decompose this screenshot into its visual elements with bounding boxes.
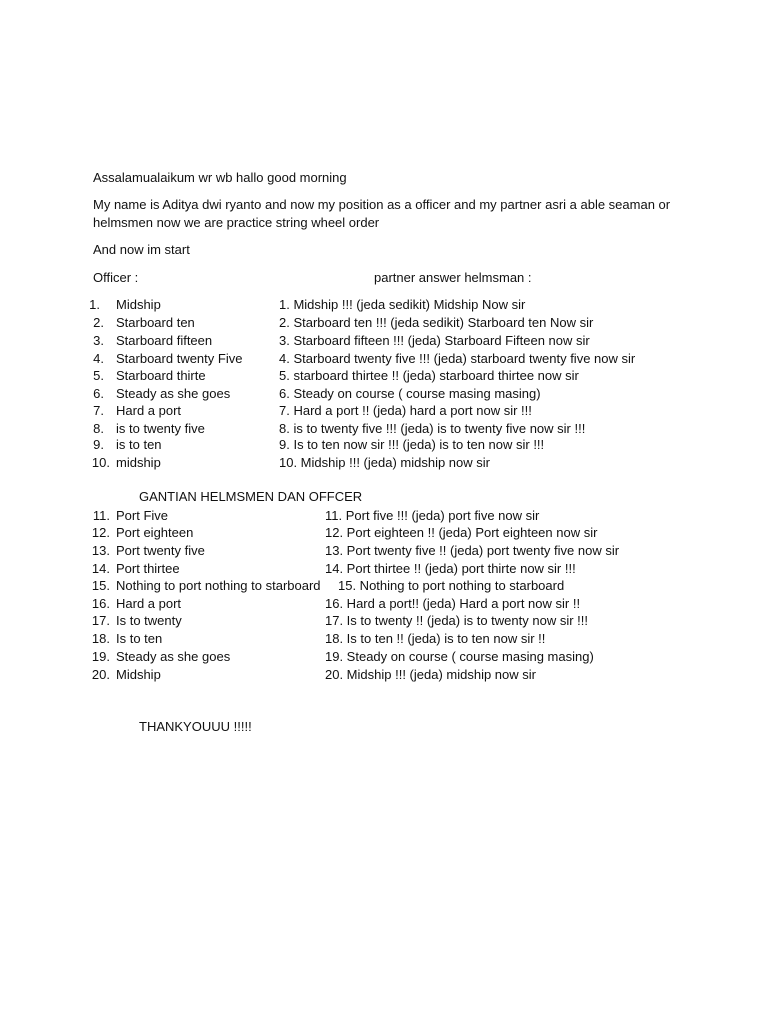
list-item — [0, 367, 768, 385]
list-item — [0, 524, 768, 542]
officer-order: is to twenty five — [116, 421, 205, 436]
helmsman-answer: 17. Is to twenty !! (jeda) is to twenty now sir !!! — [325, 613, 588, 628]
helmsman-answer: 8. is to twenty five !!! (jeda) is to twenty five now sir !!! — [279, 421, 586, 436]
officer-order: Starboard twenty Five — [116, 351, 243, 366]
officer-order: Is to twenty — [116, 613, 182, 628]
list-item — [0, 542, 768, 560]
item-number: 14. — [91, 561, 110, 576]
list-item — [0, 595, 768, 613]
helmsman-answer: 18. Is to ten !! (jeda) is to ten now sir !! — [325, 631, 546, 646]
officer-order: Midship — [116, 297, 161, 312]
helmsman-answer: 9. Is to ten now sir !!! (jeda) is to ten now sir !!! — [279, 437, 545, 452]
officer-order: Hard a port — [116, 403, 182, 418]
list-item — [0, 507, 768, 525]
officer-order: Port eighteen — [116, 525, 194, 540]
item-number: 17. — [91, 613, 110, 628]
partner-header: partner answer helmsman : — [374, 270, 532, 285]
intro-paragraph: My name is Aditya dwi ryanto and now my position as a officer and my partner asri a able seaman or helmsmen now we are practice string wheel order — [93, 197, 671, 230]
officer-order: Steady as she goes — [116, 386, 231, 401]
helmsman-answer: 7. Hard a port !! (jeda) hard a port now sir !!! — [279, 403, 532, 418]
list-item — [0, 630, 768, 648]
item-number: 19. — [91, 649, 110, 664]
list-item — [0, 454, 768, 472]
list-item — [0, 332, 768, 350]
officer-order: Is to ten — [116, 631, 163, 646]
list-item — [0, 577, 768, 595]
helmsman-answer: 15. Nothing to port nothing to starboard — [338, 578, 565, 593]
helmsman-answer: 13. Port twenty five !! (jeda) port twenty five now sir — [325, 543, 620, 558]
item-number: 2. — [93, 315, 104, 330]
officer-order: Midship — [116, 667, 161, 682]
officer-order: Port thirtee — [116, 561, 180, 576]
item-number: 10. — [91, 455, 110, 470]
officer-order: Starboard ten — [116, 315, 195, 330]
item-number: 4. — [93, 351, 104, 366]
helmsman-answer: 5. starboard thirtee !! (jeda) starboard thirtee now sir — [279, 368, 579, 383]
officer-header: Officer : — [93, 270, 139, 285]
list-item — [0, 666, 768, 684]
item-number: 15. — [91, 578, 110, 593]
item-number: 20. — [91, 667, 110, 682]
officer-order: Nothing to port nothing to starboard — [116, 578, 321, 593]
item-number: 8. — [93, 421, 104, 436]
list-item — [0, 560, 768, 578]
section2-title: GANTIAN HELMSMEN DAN OFFCER — [139, 489, 363, 504]
officer-order: is to ten — [116, 437, 162, 452]
officer-order: Starboard fifteen — [116, 333, 213, 348]
officer-order: midship — [116, 455, 161, 470]
list-item — [0, 612, 768, 630]
item-number: 3. — [93, 333, 104, 348]
helmsman-answer: 14. Port thirtee !! (jeda) port thirte now sir !!! — [325, 561, 576, 576]
helmsman-answer: 11. Port five !!! (jeda) port five now sir — [325, 508, 540, 523]
item-number: 18. — [91, 631, 110, 646]
list-item — [0, 314, 768, 332]
list-item — [0, 648, 768, 666]
officer-order: Hard a port — [116, 596, 182, 611]
closing-text: THANKYOUUU !!!!! — [139, 719, 252, 734]
helmsman-answer: 6. Steady on course ( course masing masing) — [279, 386, 541, 401]
item-number: 16. — [91, 596, 110, 611]
helmsman-answer: 2. Starboard ten !!! (jeda sedikit) Starboard ten Now sir — [279, 315, 594, 330]
officer-order: Port Five — [116, 508, 169, 523]
helmsman-answer: 10. Midship !!! (jeda) midship now sir — [279, 455, 490, 470]
greeting: Assalamualaikum wr wb hallo good morning — [93, 170, 347, 185]
helmsman-answer: 16. Hard a port!! (jeda) Hard a port now sir !! — [325, 596, 581, 611]
officer-order: Starboard thirte — [116, 368, 206, 383]
list-item — [0, 436, 768, 454]
list-item — [0, 385, 768, 403]
list-item — [0, 350, 768, 368]
helmsman-answer: 1. Midship !!! (jeda sedikit) Midship Now sir — [279, 297, 526, 312]
list-item — [0, 402, 768, 420]
helmsman-answer: 4. Starboard twenty five !!! (jeda) starboard twenty five now sir — [279, 351, 636, 366]
item-number: 12. — [91, 525, 110, 540]
start-line: And now im start — [93, 242, 190, 257]
helmsman-answer: 12. Port eighteen !! (jeda) Port eighteen now sir — [325, 525, 598, 540]
officer-order: Steady as she goes — [116, 649, 231, 664]
item-number: 6. — [93, 386, 104, 401]
item-number: 13. — [91, 543, 110, 558]
item-number: 9. — [93, 437, 104, 452]
list-item — [0, 296, 768, 314]
item-number: 1. — [89, 297, 100, 312]
helmsman-answer: 19. Steady on course ( course masing masing) — [325, 649, 594, 664]
helmsman-answer: 3. Starboard fifteen !!! (jeda) Starboard Fifteen now sir — [279, 333, 590, 348]
item-number: 7. — [93, 403, 104, 418]
officer-order: Port twenty five — [116, 543, 205, 558]
item-number: 11. — [92, 508, 110, 523]
item-number: 5. — [93, 368, 104, 383]
helmsman-answer: 20. Midship !!! (jeda) midship now sir — [325, 667, 536, 682]
